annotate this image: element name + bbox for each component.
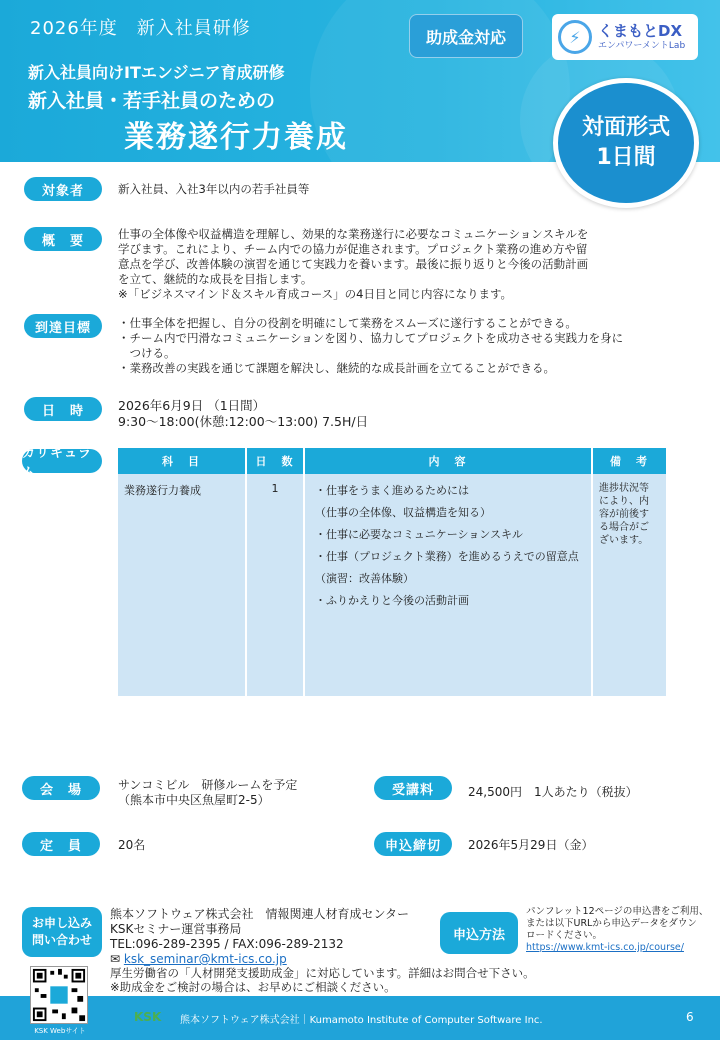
apply-method-label: 申込方法 — [440, 912, 518, 954]
goal-line: ・仕事全体を把握し、自分の役割を明確にして業務をスムーズに遂行することができる。 — [118, 316, 577, 330]
header-notes: 備 考 — [592, 448, 666, 474]
venue-line-1: サンコミビル 研修ルームを予定 — [118, 778, 298, 792]
content-item: ・ふりかえりと今後の活動計画 — [315, 594, 469, 607]
cell-content — [304, 474, 592, 696]
deadline-text: 2026年5月29日（金） — [468, 838, 594, 852]
content-item: ・仕事に必要なコミュニケーションスキル — [315, 528, 523, 541]
note-line: る場合がご — [599, 522, 649, 533]
apply-url-link[interactable]: https://www.kmt-ics.co.jp/course/ — [526, 942, 684, 953]
content-item: ・仕事をうまく進めるためには — [315, 484, 469, 497]
overview-line: 意点を学び、改善体験の演習を通じて実践力を養います。最後に振り返りと今後の活動計画 — [118, 257, 589, 271]
logo-main-text: くまもとDX — [598, 22, 683, 40]
header-content: 内 容 — [304, 448, 592, 474]
note-line: 容が前後す — [599, 509, 649, 520]
course-title: 業務遂行力養成 — [124, 120, 348, 155]
contact-label-line-1: お申し込み — [31, 916, 92, 930]
venue-line-2: （熊本市中央区魚屋町2-5） — [118, 793, 270, 807]
goal-line: ・業務改善の実践を通じて課題を解決し、継続的な成長計画を立てることができる。 — [118, 361, 555, 375]
format-badge — [553, 78, 699, 208]
cell-subject: 業務遂行力養成 — [118, 474, 246, 696]
capacity-label: 定 員 — [22, 832, 100, 856]
contact-label — [22, 907, 102, 957]
cell-days: 1 — [246, 474, 304, 696]
goal-line: つける。 — [118, 346, 176, 360]
venue-label: 会 場 — [22, 776, 100, 800]
curriculum-label: カリキュラム — [22, 449, 102, 473]
subsidy-note-2: ※助成金をご検討の場合は、お早めにご相談ください。 — [110, 980, 396, 994]
deadline-label: 申込締切 — [374, 832, 452, 856]
target-text: 新入社員、入社3年以内の若手社員等 — [118, 182, 310, 196]
email-link[interactable]: ksk_seminar@kmt-ics.co.jp — [123, 952, 287, 966]
header-subject: 科 目 — [118, 448, 246, 474]
fee-text: 24,500円 1人あたり（税抜） — [468, 785, 638, 799]
note-line: により、内 — [599, 496, 649, 507]
table-header-row — [118, 448, 666, 474]
year-title: 2026年度 新入社員研修 — [30, 18, 251, 39]
note-line: ざいます。 — [599, 535, 649, 546]
apply-line-3: ロードください。 — [526, 930, 603, 941]
apply-line-2: または以下URLから申込データをダウン — [526, 918, 697, 929]
footer-company: 熊本ソフトウェア株式会社｜Kumamoto Institute of Computer Software Inc. — [180, 1015, 543, 1026]
subsidy-badge: 助成金対応 — [409, 14, 523, 58]
office-name: KSKセミナー運営事務局 — [110, 922, 242, 936]
overview-line: 仕事の全体像や収益構造を理解し、効果的な業務遂行に必要なコミュニケーションスキルを — [118, 227, 589, 241]
page-number: 6 — [686, 1010, 694, 1024]
fee-label: 受講料 — [374, 776, 452, 800]
format-line-2: 1日間 — [596, 145, 656, 170]
date-line-1: 2026年6月9日 （1日間） — [118, 398, 266, 413]
qr-caption: KSK Webサイト — [34, 1027, 86, 1035]
phone-fax: TEL:096-289-2395 / FAX:096-289-2132 — [110, 937, 344, 951]
content-item: （演習：改善体験） — [315, 572, 414, 585]
lightning-icon: ⚡ — [558, 20, 592, 54]
goal-line: ・チーム内で円滑なコミュニケーションを図り、協力してプロジェクトを成功させる実践力を身に — [118, 331, 624, 345]
overview-line: ※「ビジネスマインド＆スキル育成コース」の4日目と同じ内容になります。 — [118, 287, 513, 301]
apply-line-1: パンフレット12ページの申込書をご利用、 — [526, 906, 709, 917]
overview-text — [118, 227, 588, 302]
logo-sub-text: エンパワーメントLab — [598, 41, 686, 51]
date-line-2: 9:30～18:00(休憩:12:00～13:00) 7.5H/日 — [118, 414, 369, 429]
apply-method-text — [526, 906, 708, 954]
overview-line: 学びます。これにより、チーム内での協力が促進されます。プロジェクト業務の進め方や留 — [118, 242, 588, 256]
lead-line-2: 新入社員・若手社員のための — [28, 90, 276, 112]
subsidy-note-1: 厚生労働省の「人材開発支援助成金」に対応しています。詳細はお問合せ下さい。 — [110, 966, 535, 980]
ksk-logo: KSK — [134, 1010, 162, 1024]
overview-line: を立て、継続的な成長を目指します。 — [118, 272, 313, 286]
cell-notes — [592, 474, 666, 696]
company-name: 熊本ソフトウェア株式会社 情報関連人材育成センター — [110, 907, 410, 921]
contact-label-line-2: 問い合わせ — [31, 933, 92, 947]
qr-code-icon[interactable] — [30, 966, 88, 1024]
venue-text — [118, 778, 297, 808]
email-line — [110, 952, 409, 967]
content-item: （仕事の全体像、収益構造を知る） — [315, 506, 491, 519]
goal-text — [118, 316, 623, 376]
date-text — [118, 398, 368, 430]
capacity-text: 20名 — [118, 838, 146, 852]
date-label: 日 時 — [24, 397, 102, 421]
header-days: 日 数 — [246, 448, 304, 474]
note-line: 進捗状況等 — [599, 483, 649, 494]
subsidy-notes — [110, 966, 535, 994]
content-item: ・仕事（プロジェクト業務）を進めるうえでの留意点 — [315, 550, 579, 563]
lead-line-1: 新入社員向けITエンジニア育成研修 — [28, 63, 285, 82]
kumamoto-dx-logo — [552, 14, 698, 60]
overview-label: 概 要 — [24, 227, 102, 251]
goal-label: 到達目標 — [24, 314, 102, 338]
curriculum-table — [118, 448, 666, 696]
contact-info — [110, 907, 409, 967]
mail-icon: ✉ — [110, 952, 124, 966]
format-line-1: 対面形式 — [581, 115, 670, 140]
target-label: 対象者 — [24, 177, 102, 201]
table-row — [118, 474, 666, 696]
